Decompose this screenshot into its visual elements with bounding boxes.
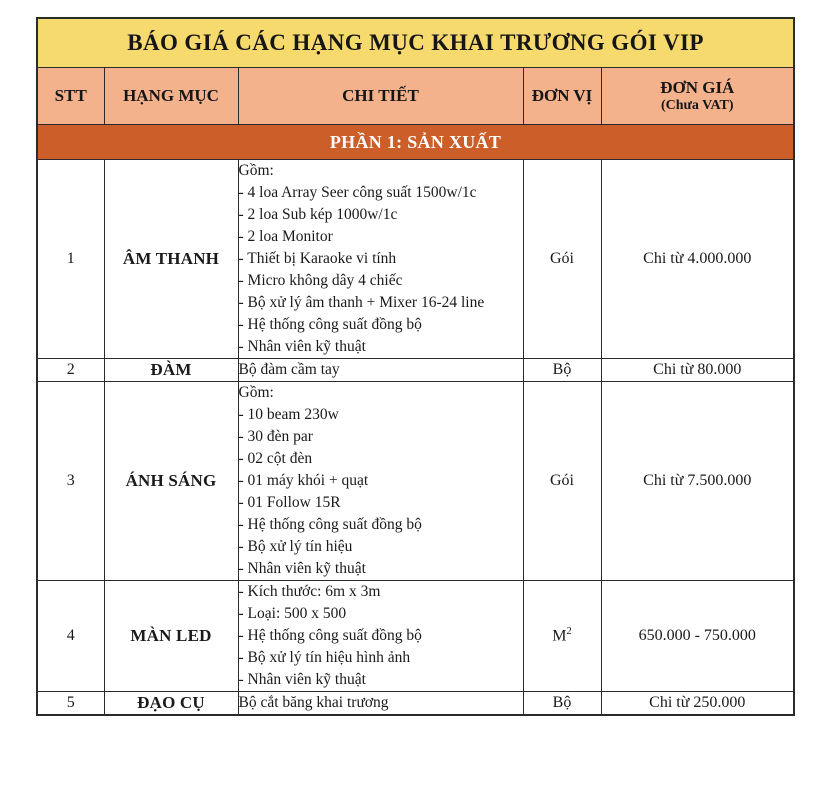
row-price: Chi từ 250.000 — [601, 692, 794, 716]
detail-line: Bộ đàm cầm tay — [238, 361, 340, 378]
detail-line: - 01 máy khói + quạt — [238, 472, 369, 489]
row-item-name: MÀN LED — [104, 581, 238, 692]
row-price: 650.000 - 750.000 — [601, 581, 794, 692]
section-header-label: PHẦN 1: SẢN XUẤT — [37, 125, 794, 160]
row-item-name: ĐẠO CỤ — [104, 692, 238, 716]
table-row — [37, 359, 794, 382]
detail-line: - Nhân viên kỹ thuật — [238, 671, 366, 688]
column-header-price-main: ĐƠN GIÁ — [660, 77, 735, 97]
row-unit: Bộ — [523, 359, 601, 382]
detail-line: - Kích thước: 6m x 3m — [238, 583, 381, 600]
quotation-table — [36, 17, 795, 716]
detail-list — [239, 692, 523, 714]
detail-line: - Micro không dây 4 chiếc — [238, 272, 403, 289]
document-title: BÁO GIÁ CÁC HẠNG MỤC KHAI TRƯƠNG GÓI VIP — [127, 30, 704, 56]
detail-list — [239, 404, 523, 580]
row-price: Chi từ 7.500.000 — [601, 382, 794, 581]
row-item-name: ÁNH SÁNG — [104, 382, 238, 581]
title-row — [37, 18, 794, 68]
row-unit-exponent: 2 — [566, 626, 572, 638]
row-detail — [238, 382, 523, 581]
detail-line: - Hệ thống công suất đồng bộ — [238, 627, 422, 644]
column-header-price-sub: (Chưa VAT) — [660, 97, 734, 113]
column-header-unit: ĐƠN VỊ — [523, 68, 601, 125]
detail-line: - 01 Follow 15R — [238, 494, 341, 511]
row-index: 3 — [37, 382, 104, 581]
column-header-item: HẠNG MỤC — [104, 68, 238, 125]
table-row — [37, 692, 794, 716]
row-unit-base: M — [552, 627, 567, 645]
detail-line: - Bộ xử lý tín hiệu — [238, 538, 353, 555]
row-price: Chi từ 4.000.000 — [601, 160, 794, 359]
detail-line: - Thiết bị Karaoke vi tính — [238, 250, 397, 267]
detail-line: - 4 loa Array Seer công suất 1500w/1c — [238, 184, 477, 201]
row-detail — [238, 692, 523, 716]
column-header-price — [601, 68, 794, 125]
detail-line: - 02 cột đèn — [238, 450, 313, 467]
detail-line: - 30 đèn par — [238, 428, 313, 445]
detail-line: - Loại: 500 x 500 — [238, 605, 347, 622]
detail-line: Bộ cắt băng khai trương — [238, 694, 389, 711]
row-unit: Bộ — [523, 692, 601, 716]
detail-line: - 2 loa Sub kép 1000w/1c — [238, 206, 398, 223]
row-detail — [238, 359, 523, 382]
detail-line: - Hệ thống công suất đồng bộ — [238, 316, 422, 333]
table-header-row — [37, 68, 794, 125]
row-index: 4 — [37, 581, 104, 692]
table-row — [37, 160, 794, 359]
row-unit: Gói — [523, 382, 601, 581]
detail-line: - Bộ xử lý tín hiệu hình ảnh — [238, 649, 411, 666]
detail-line: - 10 beam 230w — [238, 406, 339, 423]
row-index: 2 — [37, 359, 104, 382]
detail-list — [239, 182, 523, 358]
detail-list — [239, 581, 523, 691]
detail-line: - Hệ thống công suất đồng bộ — [238, 516, 422, 533]
row-item-name: ÂM THANH — [104, 160, 238, 359]
detail-line: - Nhân viên kỹ thuật — [238, 560, 366, 577]
detail-line: - 2 loa Monitor — [238, 228, 333, 245]
table-row — [37, 382, 794, 581]
row-unit — [523, 581, 601, 692]
detail-lead: Gồm: — [238, 162, 274, 179]
section-header-row — [37, 125, 794, 160]
column-header-stt: STT — [37, 68, 104, 125]
row-detail — [238, 160, 523, 359]
column-header-detail: CHI TIẾT — [238, 68, 523, 125]
row-unit: Gói — [523, 160, 601, 359]
table-row — [37, 581, 794, 692]
row-price: Chi từ 80.000 — [601, 359, 794, 382]
detail-line: - Nhân viên kỹ thuật — [238, 338, 366, 355]
detail-line: - Bộ xử lý âm thanh + Mixer 16-24 line — [238, 294, 485, 311]
row-index: 5 — [37, 692, 104, 716]
row-item-name: ĐÀM — [104, 359, 238, 382]
row-detail — [238, 581, 523, 692]
detail-lead: Gồm: — [238, 384, 274, 401]
row-index: 1 — [37, 160, 104, 359]
detail-list — [239, 359, 523, 381]
document-title-cell — [37, 18, 794, 68]
